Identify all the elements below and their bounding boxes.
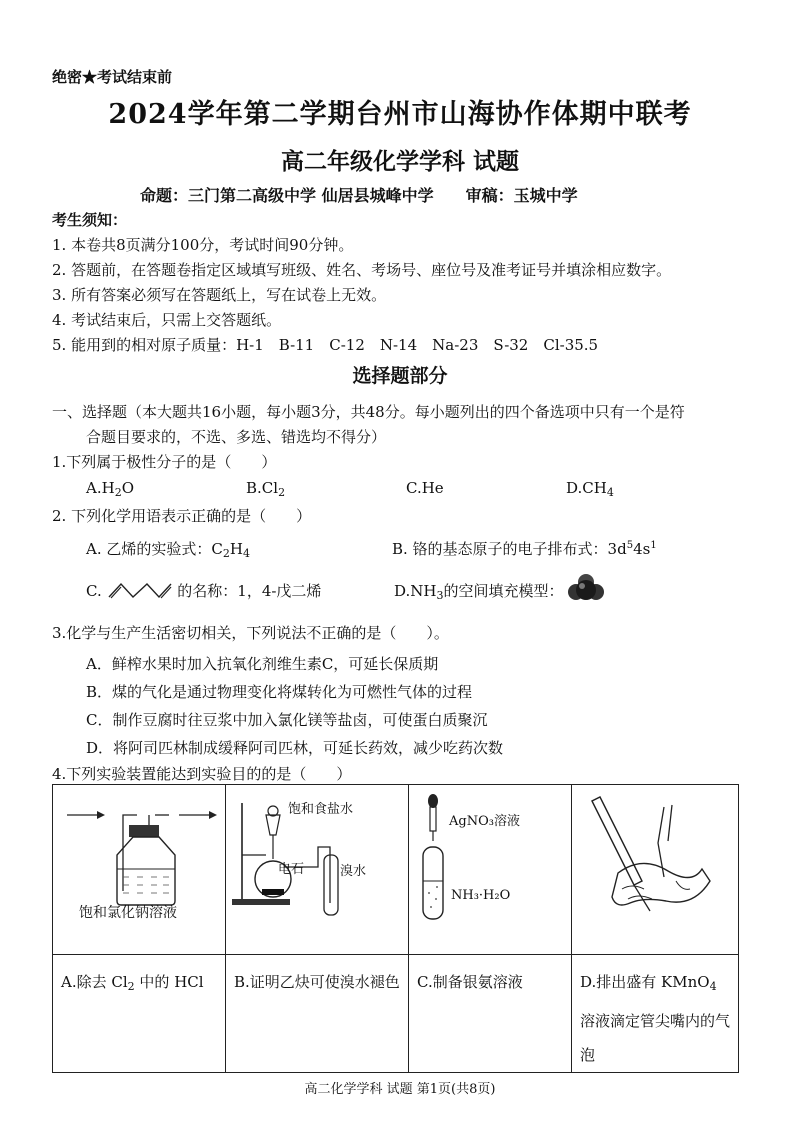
q2-option-c: C. 的名称：1，4-戊二烯 (86, 582, 322, 600)
q4-option-c: C.制备银氨溶液 (409, 955, 572, 1073)
secret-label: 绝密★考试结束前 (52, 68, 173, 86)
q3-option-a: A．鲜榨水果时加入抗氧化剂维生素C，可延长保质期 (86, 655, 439, 673)
q4-stem: 4.下列实验装置能达到实验目的的是（ ） (52, 765, 352, 783)
q1-option-c: C.He (406, 479, 444, 497)
q1-stem: 1.下列属于极性分子的是（ ） (52, 453, 277, 471)
section-intro-cont: 合题目要求的，不选、多选、错选均不得分） (86, 428, 387, 446)
apparatus-b-right-label: 溴水 (340, 864, 367, 879)
apparatus-b-left-label: 电石 (278, 862, 305, 877)
q4-option-b: B.证明乙炔可使溴水褪色 (226, 955, 409, 1073)
notice-item: 2. 答题前，在答题卷指定区域填写班级、姓名、考场号、座位号及准考证号并填涂相应数字。 (52, 261, 672, 279)
q3-option-d: D．将阿司匹林制成缓释阿司匹林，可延长药效，减少吃药次数 (86, 739, 504, 757)
notice-item: 5. 能用到的相对原子质量：H-1 B-11 C-12 N-14 Na-23 S-32 Cl-35.5 (52, 336, 599, 354)
apparatus-d-cell (572, 785, 739, 955)
q4-option-a: A.除去 $Cl_2$ 中的 HCl (53, 955, 226, 1073)
exam-title: 2024学年第二学期台州市山海协作体期中联考 (108, 99, 692, 130)
notice-item: 4. 考试结束后，只需上交答题纸。 (52, 311, 282, 329)
q1-option-d: $D.CH_4$ (566, 479, 614, 499)
apparatus-c-top-label: AgNO₃溶液 (449, 814, 520, 829)
gas-washing-bottle-icon (53, 785, 225, 950)
apparatus-c-cell (409, 785, 572, 955)
silver-ammonia-setup-icon (409, 785, 571, 950)
apparatus-b-top-label: 饱和食盐水 (288, 802, 354, 817)
q3-stem: 3.化学与生产生活密切相关，下列说法不正确的是（ ）。 (52, 624, 449, 642)
apparatus-c-bottom-label: NH₃·H₂O (451, 888, 511, 903)
q1-option-b: $B.Cl_2$ (246, 479, 286, 499)
section-intro: 一、选择题（本大题共16小题，每小题3分，共48分。每小题列出的四个备选项中只有一个是符 (52, 403, 685, 421)
acetylene-generator-icon (226, 785, 408, 950)
apparatus-a-cell (53, 785, 226, 955)
nh3-space-filling-model-icon (566, 572, 606, 604)
q2-option-d: $D.NH_3$的空间填充模型： (394, 582, 564, 602)
notice-heading: 考生须知： (52, 211, 128, 229)
q2-option-b: B. 铬的基态原子的电子排布式：$3d^54s^1$ (392, 540, 657, 558)
apparatus-a-label: 饱和氯化钠溶液 (79, 905, 177, 921)
q3-option-c: C．制作豆腐时往豆浆中加入氯化镁等盐卤，可使蛋白质聚沉 (86, 711, 488, 729)
authors-line: 命题：三门第二高级中学 仙居县城峰中学 审稿：玉城中学 (140, 186, 578, 205)
q4-apparatus-table (52, 784, 739, 1073)
q3-option-b: B．煤的气化是通过物理变化将煤转化为可燃性气体的过程 (86, 683, 473, 701)
notice-item: 3. 所有答案必须写在答题纸上，写在试卷上无效。 (52, 286, 387, 304)
page-footer: 高二化学学科 试题 第1页(共8页) (304, 1082, 496, 1097)
section-heading: 选择题部分 (352, 365, 448, 387)
apparatus-b-cell (226, 785, 409, 955)
notice-item: 1. 本卷共8页满分100分，考试时间90分钟。 (52, 236, 354, 254)
exam-subtitle: 高二年级化学学科 试题 (280, 148, 519, 175)
q4-option-d: D.排出盛有 KMnO$_4$溶液滴定管尖嘴内的气泡 (572, 955, 739, 1073)
q1-option-a: $A.H_2O$ (86, 479, 134, 499)
burette-hand-icon (572, 785, 738, 950)
pentadiene-skeletal-icon (107, 581, 173, 599)
q2-stem: 2. 下列化学用语表示正确的是（ ） (52, 507, 312, 525)
q2-option-a: A. 乙烯的实验式：$C_2H_4$ (86, 540, 250, 560)
